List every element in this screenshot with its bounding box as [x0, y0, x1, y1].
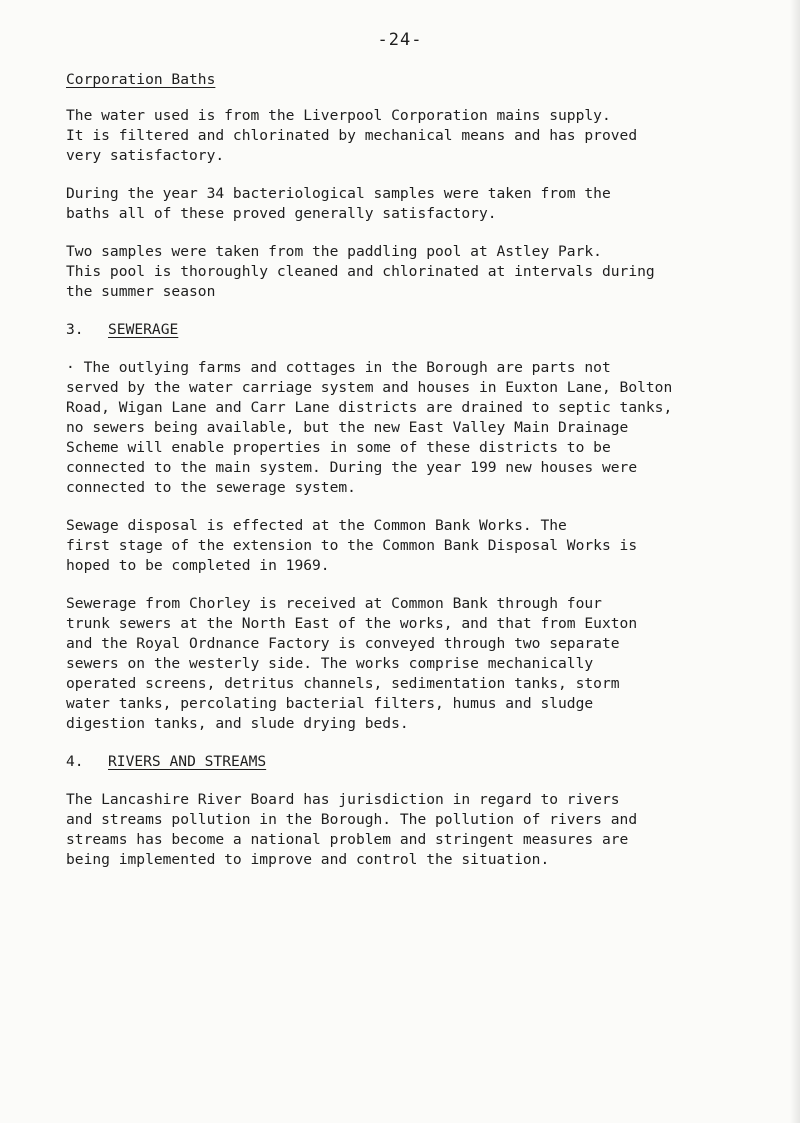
baths-heading: Corporation Baths: [66, 71, 216, 88]
sewerage-section: [66, 320, 746, 734]
sewerage-paragraph-3: Sewerage from Chorley is received at Common Bank through four trunk sewers at the North East of the works, and that from Euxton and the Royal Ordnance Factory is conveyed through two separate sewers on the westerly side. The works comprise mechanically operated screens, detritus channels, sedimentation tanks, storm water tanks, percolating bacterial filters, humus and sludge digestion tanks, and slude drying beds.: [66, 595, 638, 732]
sewerage-paragraph-1: · The outlying farms and cottages in the Borough are parts not served by the water carriage system and houses in Euxton Lane, Bolton Road, Wigan Lane and Carr Lane districts are drained to septic tanks, no sewers being available, but the new East Valley Main Drainage Scheme will enable properties in some of these districts to be connected to the main system. During the year 199 new houses were connected to the sewerage system.: [66, 359, 673, 496]
baths-paragraph-2: During the year 34 bacteriological samples were taken from the baths all of these proved generally satisfactory.: [66, 185, 611, 222]
baths-paragraph-1: The water used is from the Liverpool Corporation mains supply. It is filtered and chlorinated by mechanical means and has proved very satisfactory.: [66, 107, 638, 164]
sewerage-heading-title: SEWERAGE: [108, 321, 179, 338]
rivers-heading: [66, 752, 746, 772]
baths-paragraph-3: Two samples were taken from the paddling pool at Astley Park. This pool is thoroughly cleaned and chlorinated at intervals during the summer season: [66, 243, 655, 300]
page-number: -24-: [377, 30, 423, 50]
rivers-heading-number: 4.: [66, 753, 84, 770]
rivers-heading-title: RIVERS AND STREAMS: [108, 753, 267, 770]
sewerage-heading-number: 3.: [66, 321, 84, 338]
baths-section: [66, 70, 746, 302]
sewerage-paragraph-2: Sewage disposal is effected at the Common Bank Works. The first stage of the extension to the Common Bank Disposal Works is hoped to be completed in 1969.: [66, 517, 638, 574]
document-body: [66, 70, 746, 870]
page-edge-shadow: [790, 0, 800, 1123]
sewerage-heading: [66, 320, 746, 340]
rivers-section: [66, 752, 746, 870]
rivers-paragraph-1: The Lancashire River Board has jurisdiction in regard to rivers and streams pollution in the Borough. The pollution of rivers and streams has become a national problem and stringent measures are being implemented to improve and control the situation.: [66, 791, 638, 868]
